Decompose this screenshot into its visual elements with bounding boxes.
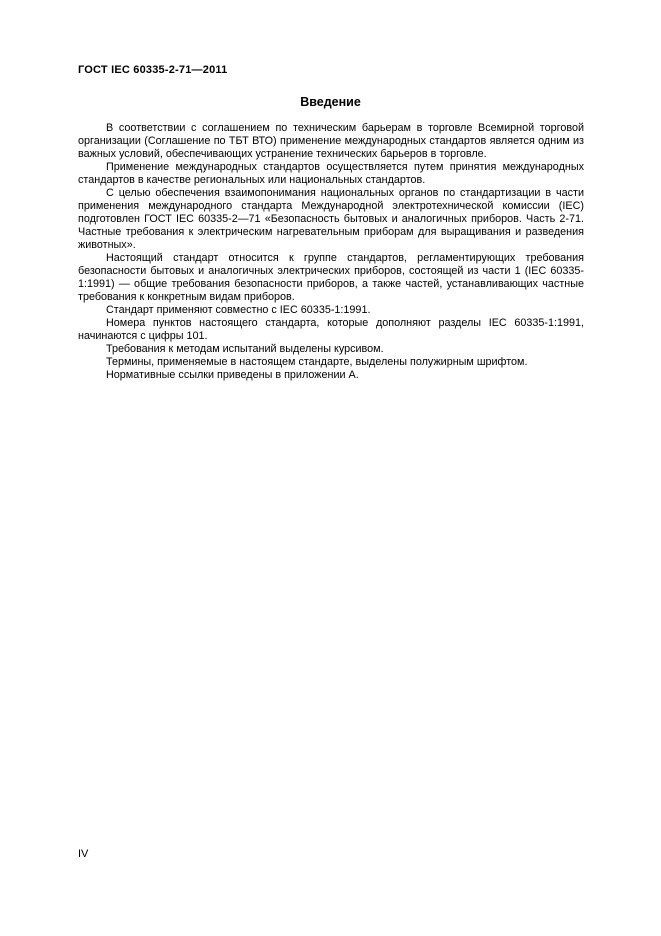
intro-paragraph: Применение международных стандартов осуществляется путем принятия международных стандартов в качестве региональных или национальных стандартов. [78, 161, 584, 186]
document-number: ГОСТ IEC 60335-2-71—2011 [78, 64, 228, 76]
intro-paragraph: Стандарт применяют совместно с IEC 60335-1:1991. [106, 304, 371, 316]
intro-paragraph: Настоящий стандарт относится к группе стандартов, регламентирующих требования безопасности бытовых и аналогичных электрических приборов, состоящей из части 1 (IEC 60335-1:1991) — общие требования безопасности приборов, а также частей, устанавливающих частные требования к конкретным видам приборов. [78, 252, 584, 303]
intro-paragraph: С целью обеспечения взаимопонимания национальных органов по стандартизации в части применения международного стандарта Международной электротехнической комиссии (IEC) подготовлен ГОСТ IEC 60335-2—71 «Безопасность бытовых и аналогичных приборов. Часть 2-71. Частные требования к электрическим нагревательным приборам для выращивания и разведения животных». [78, 187, 584, 251]
section-title: Введение [300, 95, 361, 109]
intro-paragraph: Термины, применяемые в настоящем стандарте, выделены полужирным шрифтом. [106, 356, 528, 368]
intro-paragraph: Нормативные ссылки приведены в приложении А. [106, 369, 359, 381]
intro-paragraph: Требования к методам испытаний выделены курсивом. [106, 343, 384, 355]
page-number: IV [78, 848, 89, 860]
intro-paragraph: В соответствии с соглашением по техническим барьерам в торговле Всемирной торговой организации (Соглашение по ТБТ ВТО) применение международных стандартов является одним из важных условий, обеспечивающих устранение технических барьеров в торговле. [78, 122, 584, 160]
intro-paragraph: Номера пунктов настоящего стандарта, которые дополняют разделы IEC 60335-1:1991, начинаются с цифры 101. [78, 317, 584, 342]
introduction-body [78, 122, 584, 382]
